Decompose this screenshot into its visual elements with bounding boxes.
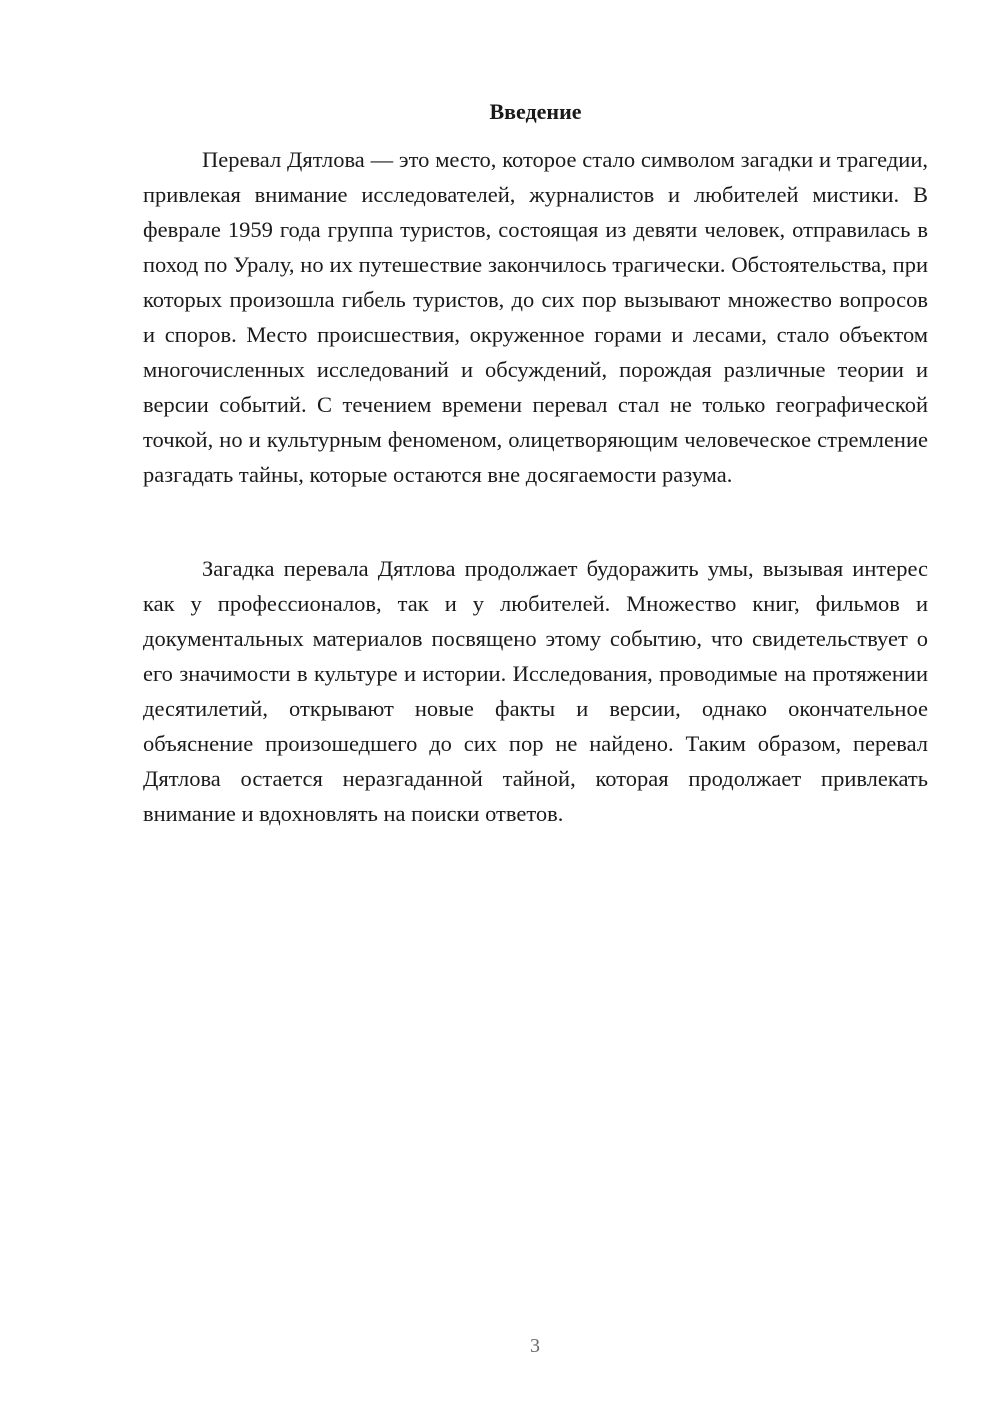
section-heading: Введение xyxy=(489,99,582,124)
page-number: 3 xyxy=(530,1335,540,1357)
paragraph-2: Загадка перевала Дятлова продолжает будоражить умы, вызывая интерес как у профессионалов, так и у любителей. Множество книг, фильмов и документальных материалов посвящено этому событию, что свидетельствует о его значимости в культуре и истории. Исследования, проводимые на протяжении десятилетий, открывают новые факты и версии, однако окончательное объяснение произошедшего до сих пор не найдено. Таким образом, перевал Дятлова остается неразгаданной тайной, которая продолжает привлекать внимание и вдохновлять на поиски ответов. xyxy=(143,556,928,826)
paragraph-1: Перевал Дятлова — это место, которое стало символом загадки и трагедии, привлекая внимание исследователей, журналистов и любителей мистики. В феврале 1959 года группа туристов, состоящая из девяти человек, отправилась в поход по Уралу, но их путешествие закончилось трагически. Обстоятельства, при которых произошла гибель туристов, до сих пор вызывают множество вопросов и споров. Место происшествия, окруженное горами и лесами, стало объектом многочисленных исследований и обсуждений, порождая различные теории и версии событий. С течением времени перевал стал не только географической точкой, но и культурным феноменом, олицетворяющим человеческое стремление разгадать тайны, которые остаются вне досягаемости разума. xyxy=(143,147,928,487)
